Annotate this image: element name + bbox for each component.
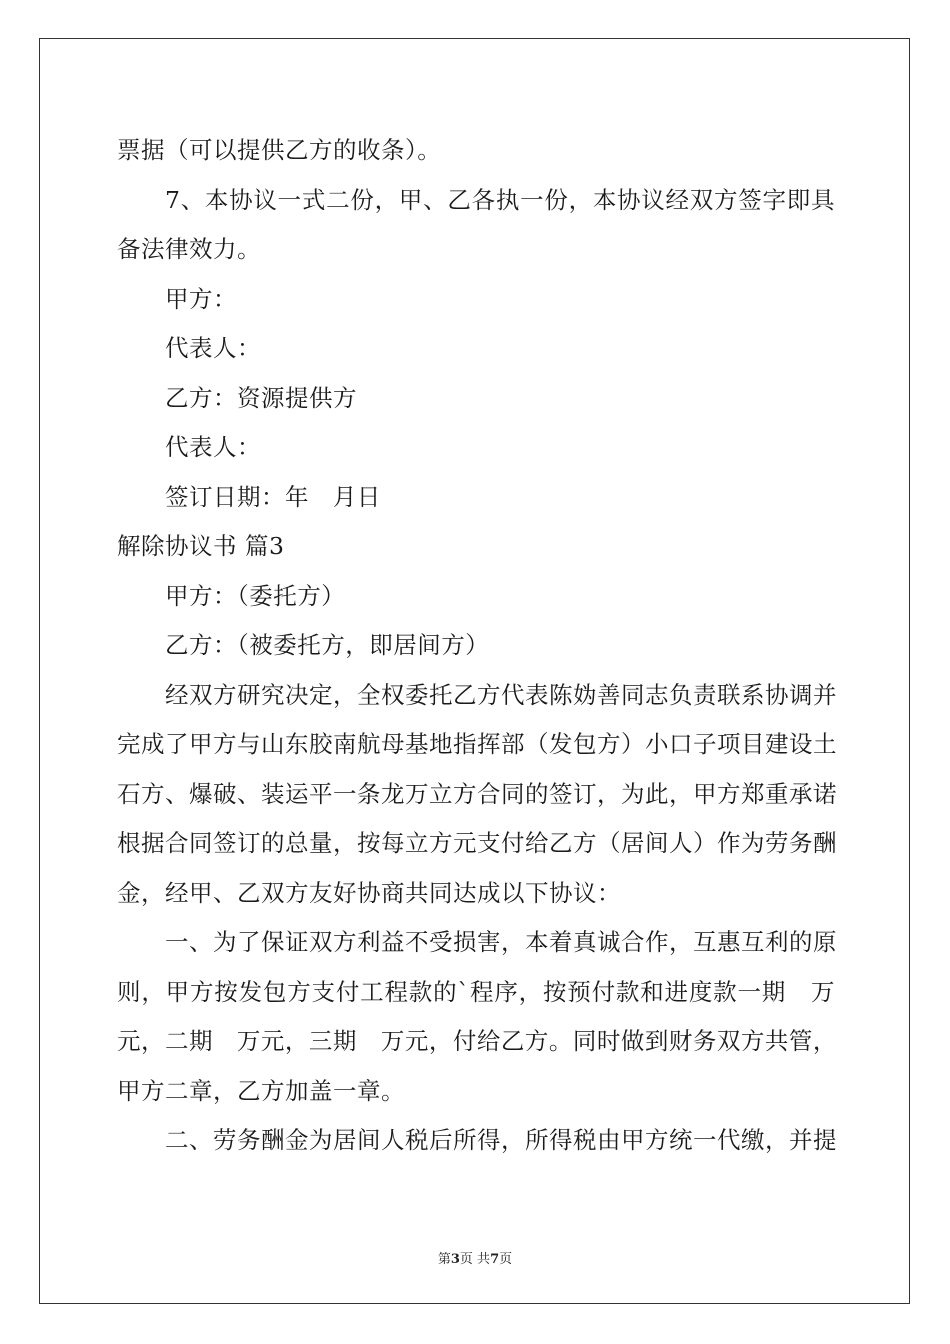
text-line: 乙方：资源提供方 [165, 383, 357, 412]
text-line: 一、为了保证双方利益不受损害，本着真诚合作，互惠互利的原 [165, 928, 837, 956]
text-line: 代表人： [165, 334, 261, 362]
text-line: 甲方： [165, 284, 237, 313]
text-line: 石方、爆破、装运平一条龙万立方合同的签订，为此，甲方郑重承诺 [117, 779, 837, 808]
text-line: 则，甲方按发包方支付工程款的`程序，按预付款和进度款一期 万 [117, 977, 835, 1006]
document-body [117, 126, 835, 1166]
text-line: 解除协议书 篇3 [117, 532, 285, 560]
text-line: 签订日期：年 月日 [165, 482, 381, 511]
current-page-number: 3 [450, 1252, 460, 1267]
text-line: 票据（可以提供乙方的收条）。 [117, 136, 442, 164]
page-footer [0, 1248, 950, 1267]
footer-suffix: 页 [499, 1252, 513, 1267]
text-line: 代表人： [165, 433, 261, 461]
text-line: 7、本协议一式二份，甲、乙各执一份，本协议经双方签字即具 [165, 185, 835, 214]
text-line: 根据合同签订的总量，按每立方元支付给乙方（居间人）作为劳务酬 [117, 829, 837, 857]
total-pages-number: 7 [490, 1252, 500, 1267]
text-line: 完成了甲方与山东胶南航母基地指挥部（发包方）小口子项目建设土 [117, 730, 837, 758]
text-line: 金，经甲、乙双方友好协商共同达成以下协议： [117, 878, 621, 907]
text-line: 备法律效力。 [117, 235, 261, 263]
text-line: 元，二期 万元，三期 万元，付给乙方。同时做到财务双方共管， [117, 1027, 837, 1055]
text-line: 甲方二章，乙方加盖一章。 [117, 1076, 405, 1105]
text-line: 甲方：（委托方） [165, 581, 346, 610]
text-line: 二、劳务酬金为居间人税后所得，所得税由甲方统一代缴，并提 [165, 1126, 837, 1154]
footer-prefix: 第 [437, 1252, 451, 1267]
text-line: 经双方研究决定，全权委托乙方代表陈妫善同志负责联系协调并 [165, 680, 837, 709]
text-line: 乙方：（被委托方，即居间方） [165, 631, 490, 659]
footer-mid: 页 共 [459, 1252, 491, 1267]
